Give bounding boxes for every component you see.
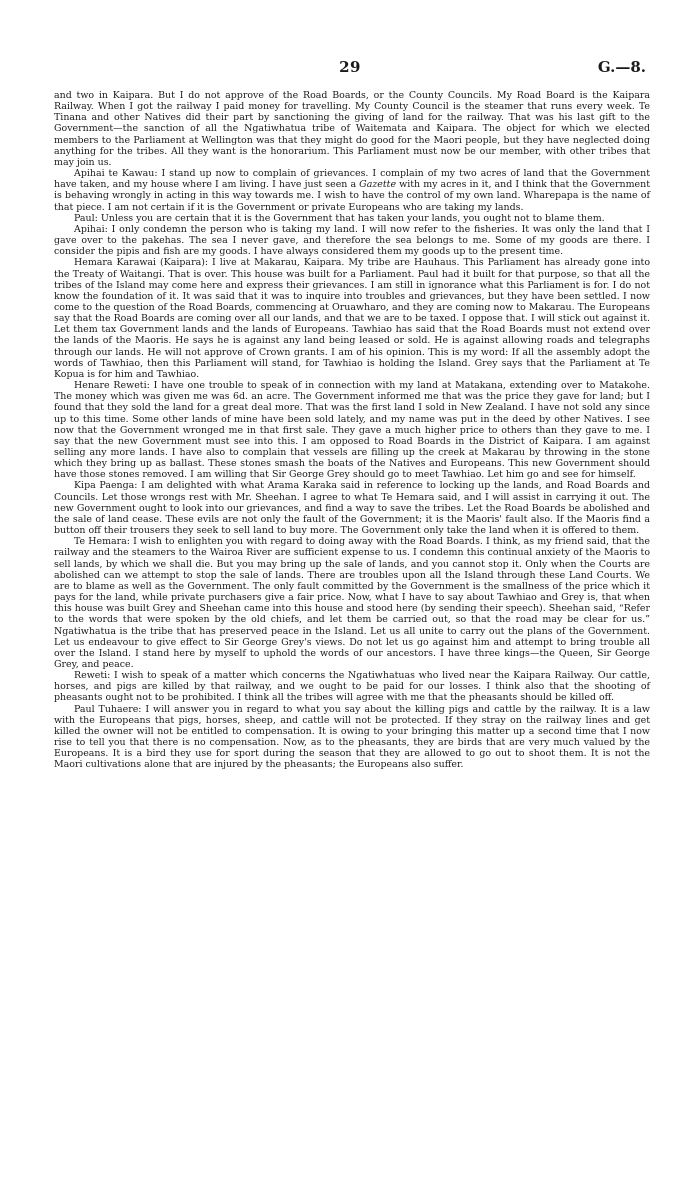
paragraph-henare-reweti: Henare Reweti: I have one trouble to speak of in connection with my land at Matakana, extending over to Matakohe. The money which was given me was 6d. an acre. The Government informed me that was the price they gave for land; but I found that they sold the land for a great deal more. That was the first land I sold in New Zealand. I have not sold any since up to this time. Some other lands of mine have been sold lately, and my name was put in the deed by other Natives. I see now that the Government wronged me in that first sale. They gave a much higher price to others than they gave to me. I say that the new Government must see into this. I am opposed to Road Boards in the District of Kaipara. I am against selling any more lands. I have also to complain that vessels are filling up the creek at Makarau by throwing in the stone which they bring up as ballast. These stones smash the boats of the Natives and Europeans. This new Government should have those stones removed. I am willing that Sir George Grey should go to meet Tawhiao. Let him go and see for himself. — [54, 380, 650, 481]
page-number: 29 — [339, 58, 361, 76]
gazette-italic: Gazette — [359, 179, 397, 191]
paragraph-apihai: Apihai: I only condemn the person who is taking my land. I will now refer to the fisheries. It was only the land that I gave over to the pakehas. The sea I never gave, and therefore the sea belongs to me. Some of my goods are there. I consider the pipis and fish are my goods. I have always considered them my goods up to the present time. — [54, 223, 650, 258]
paragraph-apihai-te-kawau — [54, 168, 650, 213]
paragraph-kipa-paenga: Kipa Paenga: I am delighted with what Arama Karaka said in reference to locking up the lands, and Road Boards and Councils. Let those wrongs rest with Mr. Sheehan. I agree to what Te Hemara said, and I will assist in carrying it out. The new Government ought to look into our grievances, and find a way to save the tribes. Let the Road Boards be abolished and the sale of land cease. These evils are not only the fault of the Government; it is the Maoris' fault also. If the Maoris find a button off their trousers they seek to sell land to buy more. The Government only take the land when it is offered to them. — [54, 480, 650, 537]
paragraph-reweti: Reweti: I wish to speak of a matter which concerns the Ngatiwhatuas who lived near the Kaipara Railway. Our cattle, horses, and pigs are killed by that railway, and we ought to be paid for our losses. I think also that the shooting of pheasants ought not to be prohibited. I think all the tribes will agree with me that the pheasants should be killed off. — [54, 670, 650, 704]
paragraph-continuation: and two in Kaipara. But I do not approve of the Road Boards, or the County Councils. My Road Board is the Kaipara Railway. When I got the railway I paid money for travelling. My County Council is the steamer that runs every week. Te Tinana and other Natives did their part by sanctioning the giving of land for the railway. That was his last gift to the Government—the sanction of all the Ngatiwhatua tribe of Waitemata and Kaipara. The object for which we elected members to the Parliament at Wellington was that they might do good for the Maori people, but they have neglected doing anything for the tribes. All they want is the honorarium. This Parliament must now be our member, with other tribes that may join us. — [54, 90, 650, 168]
paragraph-hemara-karawai: Hemara Karawai (Kaipara): I live at Makarau, Kaipara. My tribe are Hauhaus. This Parliament has already gone into the Treaty of Waitangi. That is over. This house was built for a Parliament. Paul had it built for that purpose, so that all the tribes of the Island may come here and express their grievances. I am still in ignorance what this Parliament is for. I do not know the foundation of it. It was said that it was to inquire into troubles and grievances, but they have been settled. I now come to the question of the Road Boards, commencing at Oruawharo, and they are coming now to Makarau. The Europeans say that the Road Boards are coming over all our lands, and that we are to be taxed. I oppose that. I will stick out against it. Let them tax Government lands and the lands of Europeans. Tawhiao has said that the Road Boards must not extend over the lands of the Maoris. He says he is against any land being leased or sold. He is against allowing roads and telegraphs through our lands. He will not approve of Crown grants. I am of his opinion. This is my word: If all the assembly adopt the words of Tawhiao, then this Parliament will stand, for Tawhiao is holding the Island. Grey says that the Parliament at Te Kopua is for him and Tawhiao. — [54, 257, 650, 380]
paragraph-paul-tuhaere: Paul Tuhaere: I will answer you in regard to what you say about the killing pigs and cattle by the railway. It is a law with the Europeans that pigs, horses, sheep, and cattle will not be protected. If they stray on the railway lines and get killed the owner will not be entitled to compensation. It is owing to your bringing this matter up a second time that I now rise to tell you that there is no compensation. Now, as to the pheasants, they are birds that are very much valued by the Europeans. It is a bird they use for sport during the season that they are allowed to go out to shoot them. It is not the Maori cultivations alone that are injured by the pheasants; the Europeans also suffer. — [54, 703, 650, 771]
page-header — [54, 58, 646, 78]
paragraph-te-hemara: Te Hemara: I wish to enlighten you with regard to doing away with the Road Boards. I think, as my friend said, that the railway and the steamers to the Wairoa River are sufficient expense to us. I condemn this continual anxiety of the Maoris to sell lands, by which we shall die. But you may bring up the sale of lands, and you cannot stop it. Only when the Courts are abolished can we attempt to stop the sale of lands. There are troubles upon all the Island through these Land Courts. We are to blame as well as the Government. The only fault committed by the Government is the smallness of the price which it pays for the land, while private purchasers give a fair price. Now, what I have to say about Tawhiao and Grey is, that when this house was built Grey and Sheehan came into this house and stood here (by sending their speech). Sheehan said, “Refer to the words that were spoken by the old chiefs, and let them be carried out, so that the road may be clear for us.” Ngatiwhatua is the tribe that has preserved peace in the Island. Let us all unite to carry out the plans of the Government. Let us endeavour to give effect to Sir George Grey's views. Do not let us go against him and attempt to bring trouble all over the Island. I stand here by myself to uphold the words of our ancestors. I have three kings—the Queen, Sir George Grey, and peace. — [54, 536, 650, 670]
paragraph-text: with my acres in it, and I think that the Government is behaving wrongly in acting in this way towards me. I wish to have the control of my own land. Wharepapa is the name of that piece. I am not certain if it is the Government or private Europeans who are taking my lands. — [54, 179, 650, 213]
document-code: G.—8. — [597, 58, 646, 76]
paragraph-text: Apihai te Kawau: I stand up now to complain of grievances. I complain of my two acres of land that the Government have taken, and my house where I am living. I have just seen a — [54, 168, 650, 191]
paragraph-paul: Paul: Unless you are certain that it is the Government that has taken your lands, you ought not to blame them. — [74, 212, 605, 224]
body-text — [54, 90, 650, 771]
